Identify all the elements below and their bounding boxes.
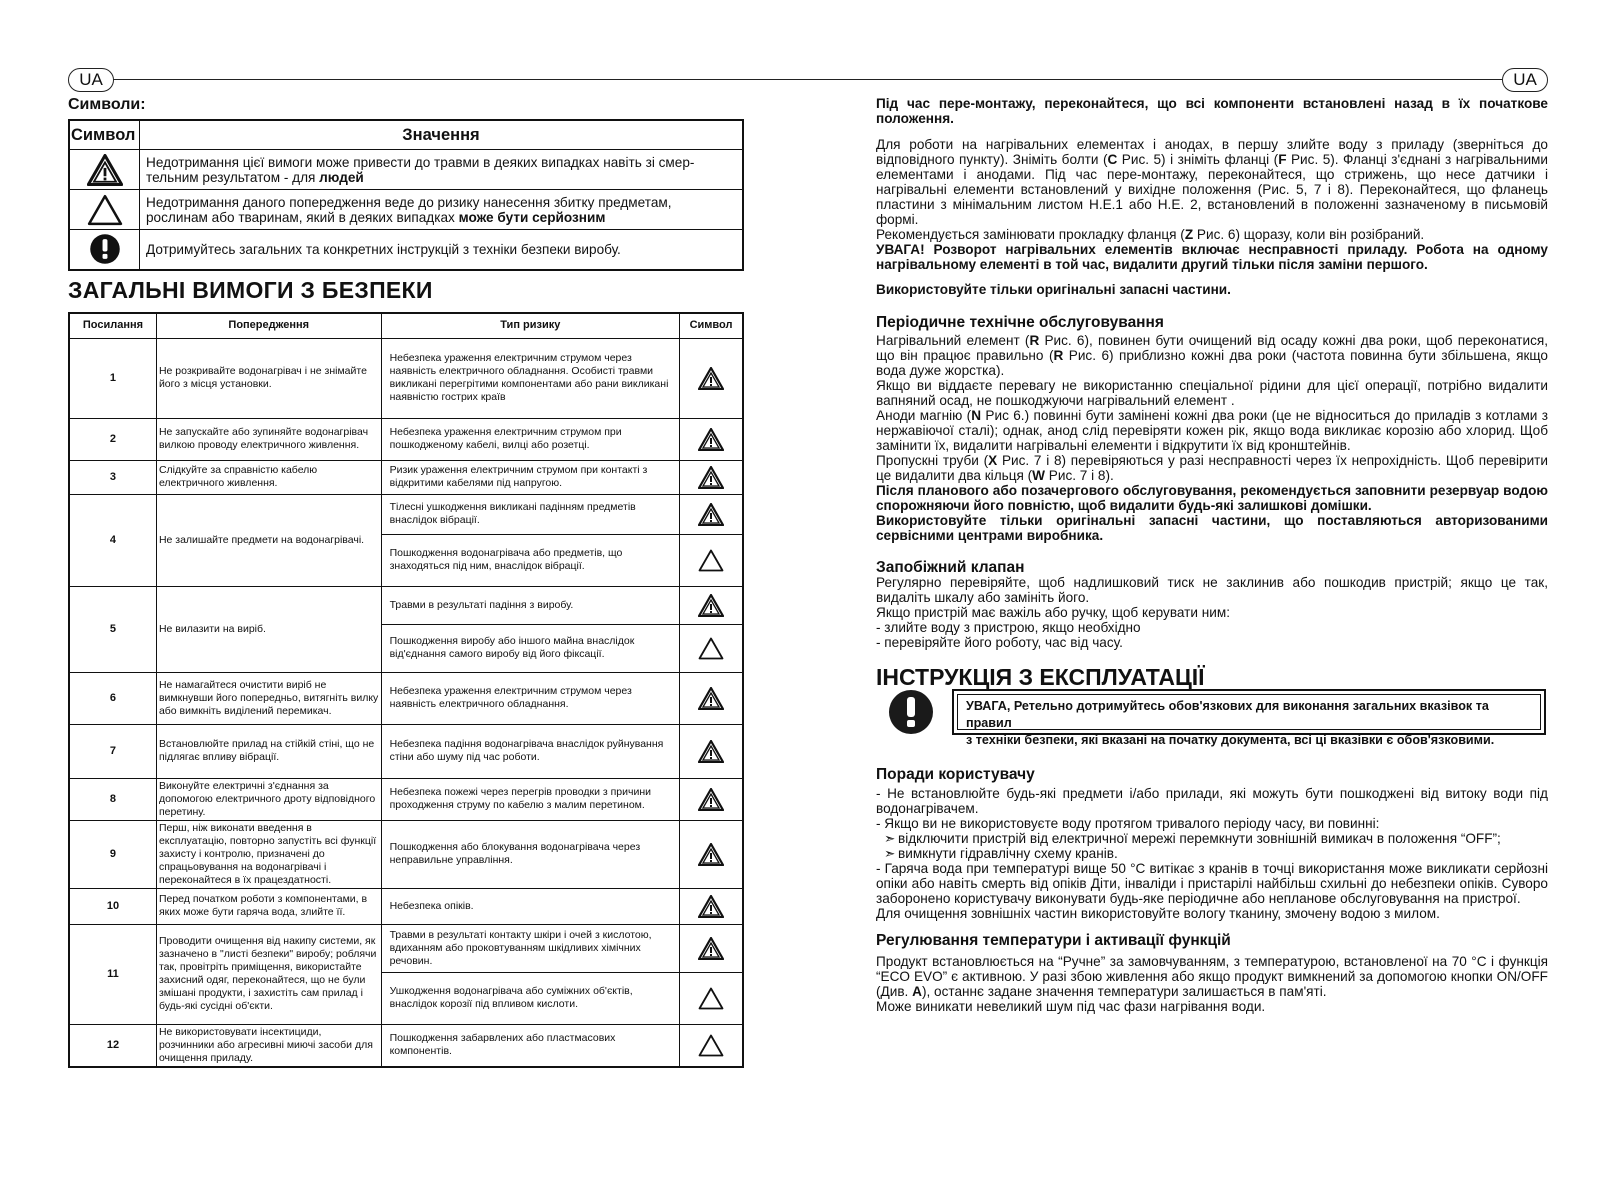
text-run: Рис. 6) щоразу, коли він розібраний. [1193,227,1425,242]
descaling-paragraph: Якщо ви віддаєте перевагу не використанню спеціальної рідини для цієї операції, потрібно видалити вапняний осад, не пошкоджуючи нагрівальний елемент . [876,378,1548,408]
label-x: X [988,453,998,468]
hazard-triangle-icon [69,150,140,190]
authorized-parts-paragraph: Використовуйте тільки оригінальні запасні частини, що поставляються авторизованими сервісними центрами виробника. [876,513,1548,543]
arrow-icon: ➣ [884,831,896,846]
row-risk: Пошкодження забарвлених або пластмасових компонентів. [381,1024,679,1067]
right-column [876,96,1548,1014]
row-risk: Ризик ураження електричним струмом при контакті з відкритими кабелями під напругою. [381,460,679,494]
table-row [69,460,743,494]
row-warning: Перед початком роботи з компонентами, в яких може бути гаряча вода, злийте її. [156,888,381,924]
row-warning: Не розкривайте водонагрівач і не знімайте його з місця установки. [156,338,381,418]
row-warning: Проводити очищення від накипу системи, як зазначено в "листі безпеки" виробу; роблячи так, провітріть приміщення, використайте захисний одяг, переконайтеся, що не були змішані продукти, і захистіть сам прилад і будь-які сусідні об'єкти. [156,924,381,1024]
row-risk: Небезпека опіків. [381,888,679,924]
check-item: - перевіряйте його роботу, час від часу. [876,635,1123,650]
text-run: Рис 6.) повинні бути замінені кожні два роки (це не відноситься до приладів з котлами з нержавіючої сталі); однак, анод слід перевіряти кожен рік, якщо вода викликає корозію або хлорид. Щоб замінити їх, видалити нагрівальні елементи і відкрутити їх від кронштейнів. [876,408,1548,453]
row-warning: Не використовувати інсектициди, розчинники або агресивні миючі засоби для очищення приладу. [156,1024,381,1067]
anode-paragraph [876,408,1548,453]
tip-2a [876,831,1548,846]
language-badge-right: UA [1502,68,1548,92]
row-reference: 11 [69,924,156,1024]
exclamation-icon [888,689,934,735]
table-row [69,672,743,724]
warning-triangle-icon [680,624,743,672]
safety-col-warning: Попередження [156,313,381,339]
symbols-row-bold: людей [319,169,364,185]
row-risk: Небезпека ураження електричним струмом через наявність електричного обладнання. [381,672,679,724]
row-risk: Пошкодження виробу або іншого майна внаслідок від'єднання самого виробу від його фіксації. [381,624,679,672]
valve-paragraph: Регулярно перевіряйте, щоб надлишковий тиск не заклинив або пошкодив пристрій; якщо це так, видаліть шкалу або замініть його. [876,575,1548,605]
safety-header-row [69,313,743,339]
safety-valve-heading: Запобіжний клапан [876,559,1025,576]
text-run: Рис. 5). Фланці з'єднані з нагрівальними елементами і анодами. Під час пере-монтажу, переконайтеся, що стрижень, що несе датчики і нагрівальні елементи встановлений у вихідне положення (Рис. 5, 7 і 8). Переконайтеся, що фланець пластини з мінімальним листом Н.Е.1 або Н.Е. 2, встановлений в положенні зазначеному в письмовій формі. [876,152,1548,227]
text-run: Продукт встановлюється на “Ручне” за замовчуванням, з температурою, встановленої на 70 °C і функція “ECO EVO” є активною. У разі збою живлення або якщо продукт вимкнений за допомогою кнопки ON/OFF (Див. [876,954,1548,999]
symbols-col-symbol: Символ [69,120,140,150]
hazard-triangle-icon [680,494,743,534]
row-warning: Встановлюйте прилад на стійкій стіні, що не підлягає впливу вібрації. [156,724,381,778]
text-run: Нагрівальний елемент ( [876,333,1030,348]
row-warning: Не намагайтеся очистити виріб не вимкнувши його попередньо, витягніть вилку або вимкніть виділений перемикач. [156,672,381,724]
hazard-triangle-icon [680,888,743,924]
table-row [69,888,743,924]
row-reference: 9 [69,820,156,888]
after-service-paragraph: Після планового або позачергового обслуговування, рекомендується заповнити резервуар водою спорожняючи його повністю, щоб видалити будь-які залишкові домішки. [876,483,1548,513]
row-reference: 5 [69,586,156,672]
symbols-row-text: Дотримуйтесь загальних та конкретних інструкцій з техніки безпеки виробу. [146,241,621,257]
row-reference: 2 [69,418,156,460]
safety-table [68,312,744,1068]
text-run: Для роботи на нагрівальних елементах і анодах, в першу злийте воду з приладу (зверніться до відповідного пункту). Зніміть болти ( [876,137,1548,167]
label-r: R [1053,348,1064,363]
label-a: A [912,984,922,999]
hazard-triangle-icon [680,924,743,972]
symbols-title: Символи: [68,96,146,113]
text-run: Рис. 6) приблизно кожні два роки (частота повинна бути збільшена, якщо вода дуже жорстка). [876,348,1548,378]
lever-paragraph: Якщо пристрій має важіль або ручку, щоб керувати ним: [876,605,1231,620]
table-row [69,1024,743,1067]
label-w: W [1032,468,1046,483]
attention-paragraph: УВАГА! Розворот нагрівальних елементів включає несправності приладу. Робота на одному нагрівальному елементі в той час, видалити другий тільки після заміни першого. [876,242,1548,272]
user-tips-heading: Поради користувачу [876,766,1035,783]
text-run: Пропускні труби ( [876,453,989,468]
symbols-row [69,230,743,270]
warning-triangle-icon [69,190,140,230]
hazard-triangle-icon [680,586,743,624]
table-row [69,924,743,972]
row-warning: Не вилазити на виріб. [156,586,381,672]
label-r: R [1029,333,1040,348]
text-run: Рис. 5) і зніміть фланці ( [1117,152,1279,167]
text-run: Рекомендується замінювати прокладку фланця ( [876,227,1185,242]
hazard-triangle-icon [680,820,743,888]
row-warning: Не залишайте предмети на водонагрівачі. [156,494,381,586]
language-badge-left: UA [68,68,114,92]
text-run: ), останнє задане значення температури залишається в пам'яті. [921,984,1327,999]
row-warning: Виконуйте електричні з'єднання за допомогою електричного дроту відповідного перетину. [156,778,381,820]
hazard-triangle-icon [680,338,743,418]
drain-item: - злийте воду з пристрою, якщо необхідно [876,620,1141,635]
safety-col-symbol: Символ [680,313,743,339]
table-row [69,820,743,888]
warning-box-frame [952,689,1546,747]
hazard-triangle-icon [680,778,743,820]
row-reference: 12 [69,1024,156,1067]
operating-instructions-heading: ІНСТРУКЦІЯ З ЕКСПЛУАТАЦІЇ [876,664,1205,690]
row-risk: Небезпека пожежі через перегрів проводки з причини проходження струму по кабелю з малим перетином. [381,778,679,820]
table-row [69,338,743,418]
row-risk: Небезпека ураження електричним струмом через наявність електричного обладнання. Особисті травми викликані перегрітими компонентами або рани викликані наявністю гострих країв [381,338,679,418]
table-row [69,586,743,624]
row-reference: 4 [69,494,156,586]
tip-2: - Якщо ви не використовуєте воду протягом тривалого періоду часу, ви повинні: [876,816,1380,831]
symbols-header-row [69,120,743,150]
pipes-paragraph [876,453,1548,483]
table-row [69,724,743,778]
noise-paragraph: Може виникати невеликий шум під час фази нагрівання води. [876,999,1266,1014]
row-reference: 1 [69,338,156,418]
hazard-triangle-icon [680,724,743,778]
hazard-triangle-icon [680,418,743,460]
warning-line-1: УВАГА, Ретельно дотримуйтесь обов'язкових для виконання загальних вказівок та правил [966,699,1489,730]
row-risk: Травми в результаті контакту шкіри і очей з кислотою, вдиханням або проковтуванням шкідливих хімічних речовин. [381,924,679,972]
row-risk: Пошкодження водонагрівача або предметів, що знаходяться під ним, внаслідок вібрації. [381,534,679,586]
safety-col-risk: Тип ризику [381,313,679,339]
original-parts-note: Використовуйте тільки оригінальні запасні частини. [876,282,1231,297]
table-row [69,778,743,820]
symbols-row [69,150,743,190]
warning-box-inner [957,694,1541,747]
text-run: Аноди магнію ( [876,408,972,423]
row-reference: 3 [69,460,156,494]
label-f: F [1278,152,1287,167]
label-c: C [1107,152,1118,167]
text-run: відключити пристрій від електричної мережі перемкнути зовнішній вимикач в положення “OFF”; [898,831,1501,846]
symbols-row [69,190,743,230]
symbols-row-bold: може бути серйозним [458,209,606,225]
row-reference: 7 [69,724,156,778]
tip-2b [876,846,1548,861]
text-run: Рис. 7 і 8). [1045,468,1114,483]
remount-note: Під час пере-монтажу, переконайтеся, що всі компоненти встановлені назад в їх початкове положення. [876,96,1548,126]
header-rule [112,79,1502,80]
row-reference: 10 [69,888,156,924]
hazard-triangle-icon [680,672,743,724]
tip-3: - Гаряча вода при температурі вище 50 °C витікає з кранів в точці використання може викликати серйозні опіки або навіть смерть від опіків Діти, інваліди і пристарілі найбільш схильні до небезпеки опіків. Суворо заборонено користувачу виконувати будь-яке періодичне або непланове обслуговування на пристрої. [876,861,1548,906]
heater-clean-paragraph [876,333,1548,378]
temperature-heading: Регулювання температури і активації функцій [876,932,1231,949]
text-run: Рис. 7 і 8) перевіряються у разі несправності через їх непрохідність. Щоб перевірити це видалити два кільця ( [876,453,1548,483]
label-n: N [971,408,982,423]
symbols-table [68,119,744,271]
row-warning: Не запускайте або зупиняйте водонагрівач вилкою проводу електричного живлення. [156,418,381,460]
row-reference: 8 [69,778,156,820]
left-column [68,96,744,1068]
symbols-col-meaning: Значення [140,120,744,150]
warning-triangle-icon [680,972,743,1024]
warning-line-2: з техніки безпеки, які вказані на початку документа, всі ці вказівки є обов'язковими. [966,733,1495,747]
row-warning: Перш, ніж виконати введення в експлуатацію, повторно запустіть всі функції захисту і контролю, призначені до спрацьовування на водонагрівачі і переконайтеся в їх працездатності. [156,820,381,888]
warning-box [876,689,1548,747]
row-risk: Небезпека падіння водонагрівача внаслідок руйнування стіни або шуму під час роботи. [381,724,679,778]
text-run: вимкнути гідравлічну схему кранів. [898,846,1118,861]
safety-title: ЗАГАЛЬНІ ВИМОГИ З БЕЗПЕКИ [68,276,433,303]
warning-triangle-icon [680,1024,743,1067]
text-run: Рис. 6), повинен бути очищений від осаду кожні два роки, щоб переконатися, що він працює правильно ( [876,333,1548,363]
arrow-icon: ➣ [884,846,896,861]
row-risk: Травми в результаті падіння з виробу. [381,586,679,624]
hazard-triangle-icon [680,460,743,494]
tip-4: Для очищення зовнішніх частин використовуйте вологу тканину, змочену водою з милом. [876,906,1440,921]
symbols-row-text: Недотримання даного попередження веде до ризику нанесення збитку предметам, рослинам або тваринам, який в деяких випадках [146,194,672,225]
tip-1: - Не встановлюйте будь-які предмети і/або прилади, які можуть бути пошкоджені від витоку води під водонагрівачем. [876,786,1548,816]
row-risk: Небезпека ураження електричним струмом при пошкодженому кабелі, вилці або розетці. [381,418,679,460]
safety-col-ref: Посилання [69,313,156,339]
temperature-paragraph [876,954,1548,999]
row-risk: Ушкодження водонагрівача або суміжних об'єктів, внаслідок корозії під впливом кислоти. [381,972,679,1024]
table-row [69,494,743,534]
symbols-row-text: Недотримання цієї вимоги може привести до травми в деяких випадках навіть зі смер-тельним результатом - для [146,154,695,185]
row-reference: 6 [69,672,156,724]
table-row [69,418,743,460]
warning-triangle-icon [680,534,743,586]
label-z: Z [1184,227,1194,242]
row-warning: Слідкуйте за справністю кабелю електричного живлення. [156,460,381,494]
periodic-maintenance-heading: Періодичне технічне обслуговування [876,314,1164,331]
row-risk: Пошкодження або блокування водонагрівача через неправильне управління. [381,820,679,888]
row-risk: Тілесні ушкодження викликані падінням предметів внаслідок вібрації. [381,494,679,534]
gasket-paragraph [876,227,1548,242]
heater-work-paragraph [876,137,1548,227]
exclamation-icon [69,230,140,270]
